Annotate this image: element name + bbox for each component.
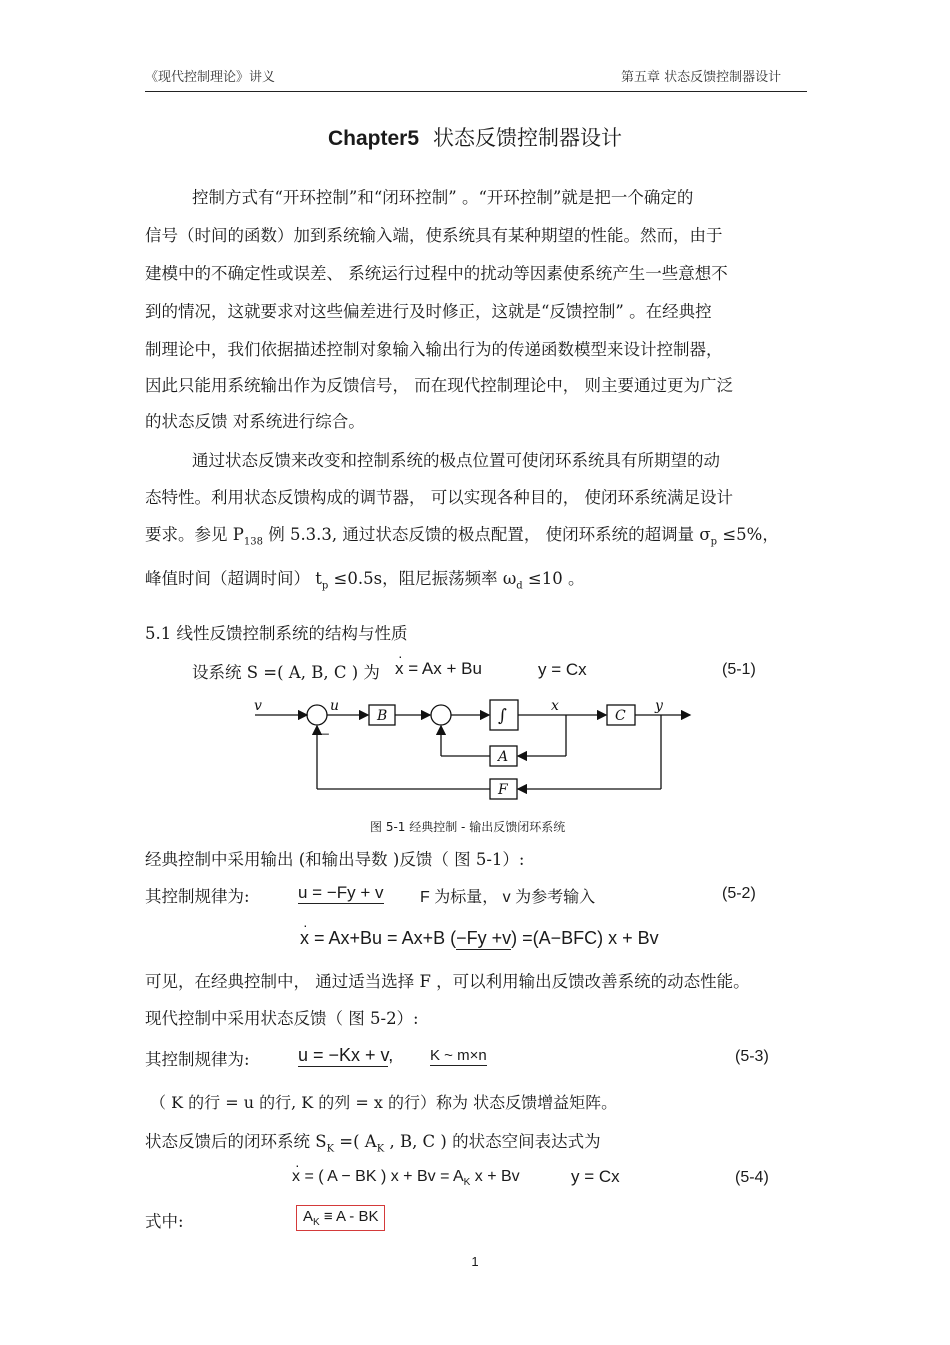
intro-line-5: 制理论中，我们依据描述控制对象输入输出行为的传递函数模型来设计控制器， <box>145 340 723 359</box>
where-label: 式中: <box>145 1212 184 1231</box>
modern-eq4-number: (5-4) <box>735 1169 769 1186</box>
eq1-prefix: 设系统 S =( A, B, C ) 为 <box>192 663 380 682</box>
classic-law-prefix: 其控制规律为: <box>145 887 250 906</box>
intro-line-7: 的状态反馈 对系统进行综合。 <box>145 412 365 431</box>
intro-line-1: 控制方式有“开环控制”和“闭环控制” 。“开环控制”就是把一个确定的 <box>192 188 694 207</box>
header-rule <box>145 91 807 92</box>
block-c-label: C <box>615 708 626 724</box>
signal-u-label: u <box>330 698 340 714</box>
modern-gain-dimension: K ~ m×n <box>430 1047 487 1064</box>
block-a-label: A <box>498 749 509 765</box>
classic-intro: 经典控制中采用输出 (和输出导数 )反馈（ 图 5-1）: <box>145 850 525 869</box>
para2-line-3: 要求。参见 $P_{138}$ 例 5.3.3, 通过状态反馈的极点配置， 使闭环系统的超调量 $\sigma_p \le 5\%$， <box>145 525 779 548</box>
para2-line-4: 峰值时间（超调时间） $t_p \le 0.5s$，阻尼振荡频率 $\omega_d \le 10$ 。 <box>145 569 585 592</box>
intro-line-2: 信号（时间的函数）加到系统输入端，使系统具有某种期望的性能。然而，由于 <box>145 226 723 245</box>
signal-x-label: x <box>551 698 559 714</box>
modern-intro: 现代控制中采用状态反馈（ 图 5-2）: <box>145 1009 419 1028</box>
figure-caption: 图 5-1 经典控制 - 输出反馈闭环系统 <box>370 820 566 834</box>
classic-closed-loop-equation: · x = Ax+Bu = Ax+B (−Fy +v) =(A−BFC) x + Bv <box>300 928 659 949</box>
classic-eq-number: (5-2) <box>722 885 756 902</box>
modern-control-law: u = −Kx + v, <box>298 1045 394 1065</box>
signal-v-label: v <box>254 698 262 714</box>
eq1-state-equation: · x = Ax + Bu <box>395 659 482 679</box>
modern-state-equation: · x = ( A − BK ) $x + Bv = A_K$ x + Bv <box>292 1168 520 1188</box>
intro-line-3: 建模中的不确定性或误差、 系统运行过程中的扰动等因素使系统产生一些意想不 <box>145 264 728 283</box>
ak-definition-box: $A_K \equiv A$ - BK <box>296 1205 385 1231</box>
intro-line-6: 因此只能用系统输出作为反馈信号， 而在现代控制理论中， 则主要通过更为广泛 <box>145 376 733 395</box>
eq1-number: (5-1) <box>722 661 756 678</box>
block-diagram-output-feedback <box>250 693 710 805</box>
block-f-label: F <box>498 782 508 798</box>
minus-sign: − <box>320 727 331 741</box>
classic-control-law: u = −Fy + v <box>298 883 384 902</box>
para2-line-1: 通过状态反馈来改变和控制系统的极点位置可使闭环系统具有所期望的动 <box>192 451 720 470</box>
chapter-title-zh: 状态反馈控制器设计 <box>433 126 623 150</box>
classic-law-note: F 为标量， v 为参考输入 <box>420 889 596 906</box>
header-right: 第五章 状态反馈控制器设计 <box>621 70 782 85</box>
para2-line-2: 态特性。利用状态反馈构成的调节器， 可以实现各种目的， 使闭环系统满足设计 <box>145 488 733 507</box>
modern-closed-loop-intro: 状态反馈后的闭环系统 $S_K$ =( $A_K$ , B, C ) 的状态空间表达式为 <box>145 1132 601 1155</box>
integrator-symbol: ∫ <box>498 706 507 726</box>
chapter-title-en: Chapter5 <box>327 127 420 150</box>
modern-law-prefix: 其控制规律为: <box>145 1050 250 1069</box>
block-b-label: B <box>377 708 388 724</box>
classic-conclusion: 可见，在经典控制中， 通过适当选择 F ，可以利用输出反馈改善系统的动态性能。 <box>145 972 750 991</box>
eq1-output-equation: y = Cx <box>538 660 587 679</box>
modern-eq-number: (5-3) <box>735 1048 769 1065</box>
intro-line-4: 到的情况，这就要求对这些偏差进行及时修正，这就是“反馈控制” 。在经典控 <box>145 302 712 321</box>
header-left: 《现代控制理论》讲义 <box>145 70 276 85</box>
section-heading: 5.1 线性反馈控制系统的结构与性质 <box>145 624 408 643</box>
chapter-title <box>0 122 950 152</box>
page-number: 1 <box>471 1254 479 1269</box>
modern-gain-note: （ K 的行 = u 的行, K 的列 = x 的行）称为 状态反馈增益矩阵。 <box>150 1093 618 1112</box>
modern-output-equation: y = Cx <box>571 1167 620 1186</box>
signal-y-label: y <box>655 698 663 714</box>
